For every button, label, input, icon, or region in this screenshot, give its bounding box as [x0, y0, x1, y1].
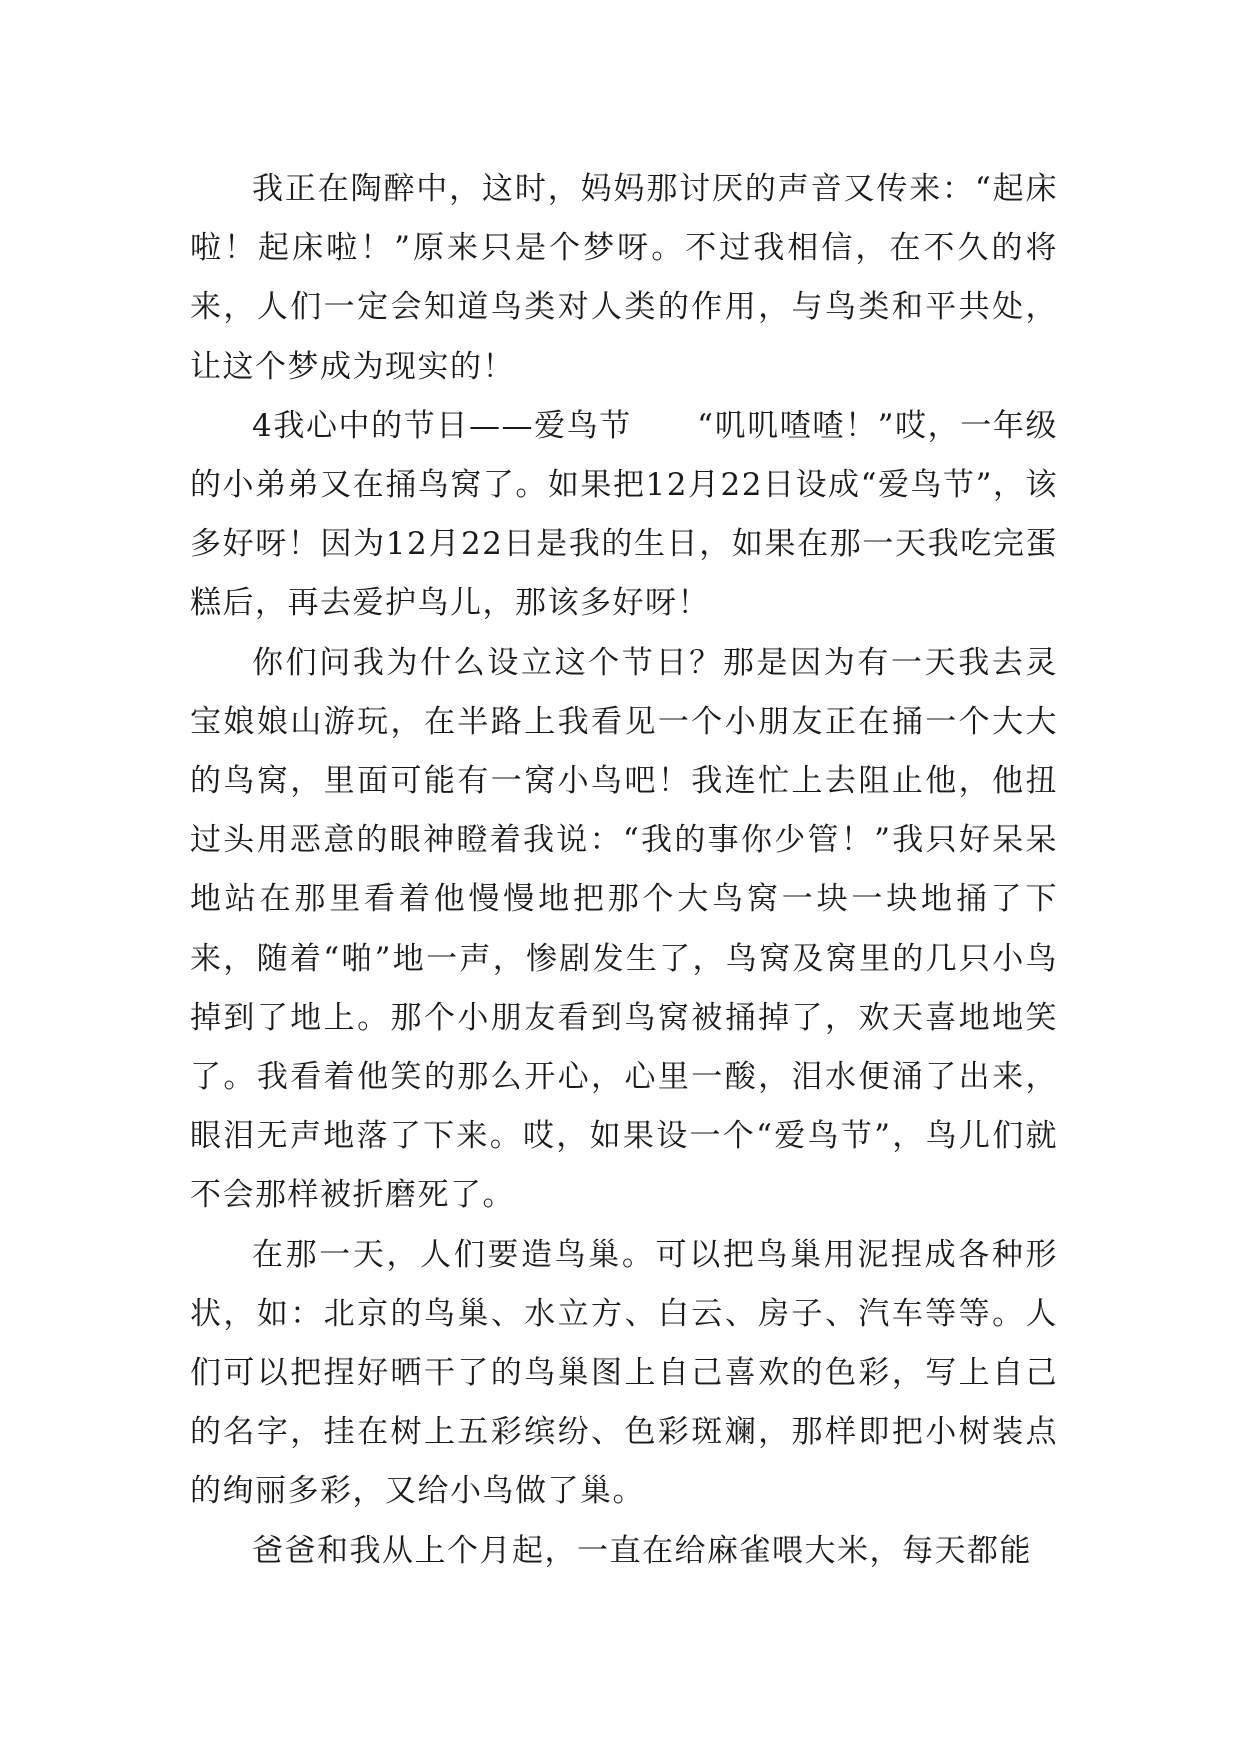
essay-body — [190, 160, 1058, 1581]
paragraph-waking-from-dream: 我正在陶醉中，这时，妈妈那讨厌的声音又传来：“起床啦！起床啦！”原来只是个梦呀。不过我相信，在不久的将来，人们一定会知道鸟类对人类的作用，与鸟类和平共处，让这个梦成为现实的！ — [190, 171, 1058, 385]
paragraph-feeding-sparrows: 爸爸和我从上个月起，一直在给麻雀喂大米，每天都能 — [252, 1532, 1032, 1569]
paragraph-reason-for-festival: 你们问我为什么设立这个节日？那是因为有一天我去灵宝娘娘山游玩，在半路上我看见一个小朋友正在捅一个大大的鸟窝，里面可能有一窝小鸟吧！我连忙上去阻止他，他扭过头用恶意的眼神瞪着我说：“我的事你少管！”我只好呆呆地站在那里看着他慢慢地把那个大鸟窝一块一块地捅了下来，随着“啪”地一声，惨剧发生了，鸟窝及窝里的几只小鸟掉到了地上。那个小朋友看到鸟窝被捅掉了，欢天喜地地笑了。我看着他笑的那么开心，心里一酸，泪水便涌了出来，眼泪无声地落了下来。哎，如果设一个“爱鸟节”，鸟儿们就不会那样被折磨死了。 — [190, 644, 1058, 1214]
paragraph-building-nests: 在那一天，人们要造鸟巢。可以把鸟巢用泥捏成各种形状，如：北京的鸟巢、水立方、白云、房子、汽车等等。人们可以把捏好晒干了的鸟巢图上自己喜欢的色彩，写上自己的名字，挂在树上五彩缤纷、色彩斑斓，那样即把小树装点的绚丽多彩，又给小鸟做了巢。 — [190, 1236, 1058, 1510]
paragraph-bird-festival-intro: 4我心中的节日——爱鸟节 “叽叽喳喳！”哎，一年级的小弟弟又在捅鸟窝了。如果把12月22日设成“爱鸟节”，该多好呀！因为12月22日是我的生日，如果在那一天我吃完蛋糕后，再去爱护鸟儿，那该多好呀！ — [190, 407, 1058, 622]
